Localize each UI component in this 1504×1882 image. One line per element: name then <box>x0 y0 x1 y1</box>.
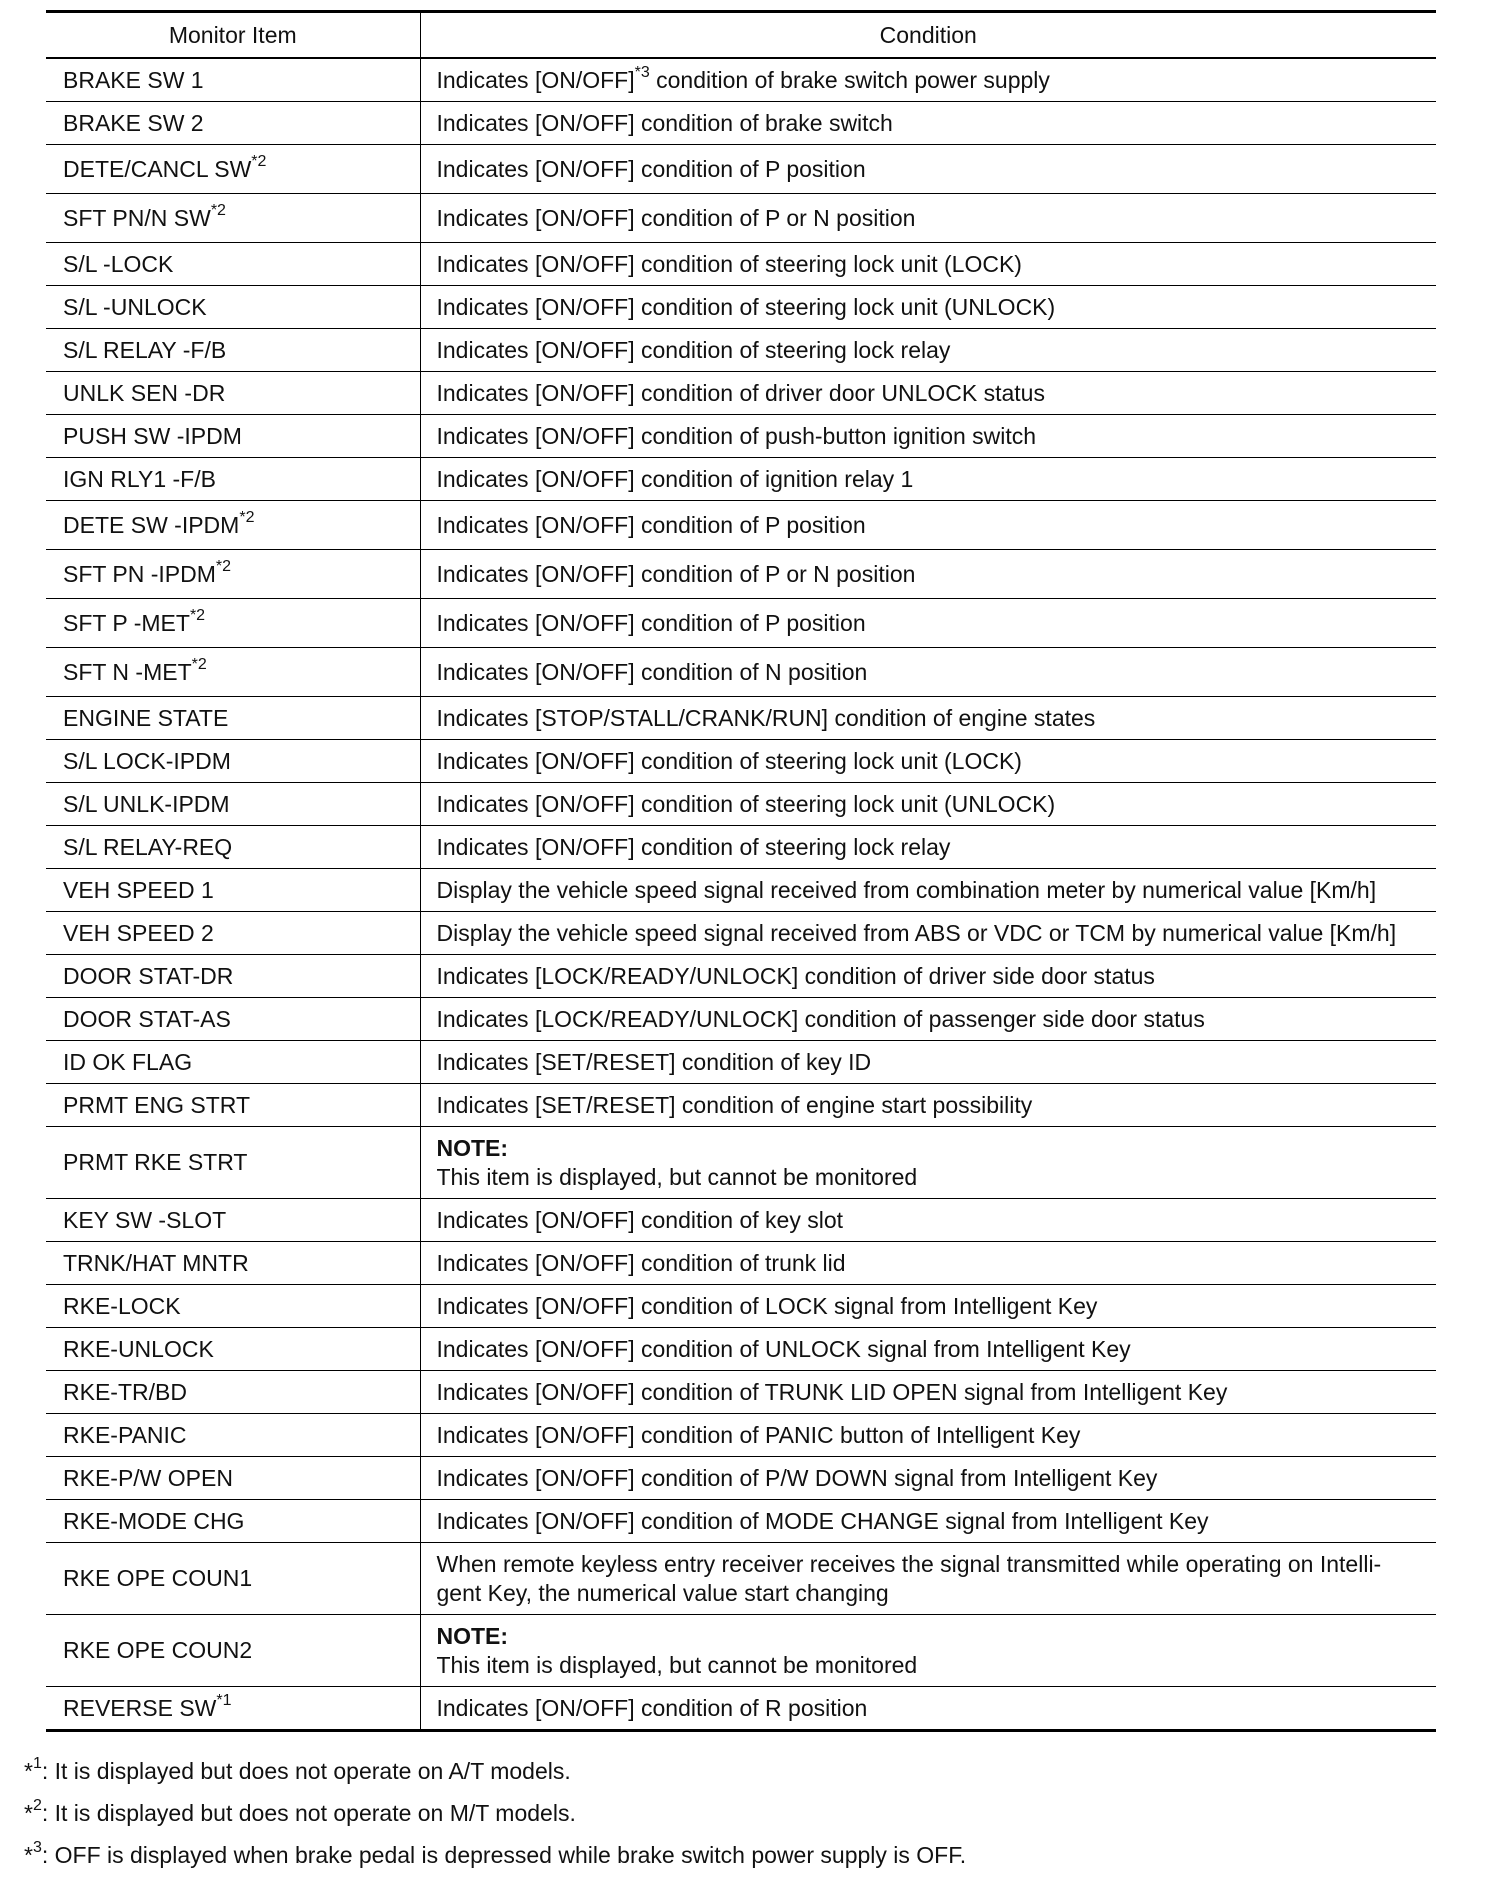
table-row <box>46 998 1436 1041</box>
monitor-item-cell <box>46 194 420 243</box>
table-row <box>46 1199 1436 1242</box>
condition-text: Indicates [SET/RESET] condition of key ID <box>436 1048 872 1075</box>
condition-text: Indicates [LOCK/READY/UNLOCK] condition of passenger side door status <box>436 1005 1205 1032</box>
condition-cell <box>420 1242 1436 1285</box>
condition-cell <box>420 1371 1436 1414</box>
monitor-item-label: RKE-LOCK <box>63 1292 181 1319</box>
monitor-item-cell <box>46 1199 420 1242</box>
monitor-item-cell <box>46 740 420 783</box>
footnote-marker: *2 <box>215 557 232 575</box>
table-row <box>46 826 1436 869</box>
footnote-marker: *2 <box>189 606 206 624</box>
condition-text: Indicates [LOCK/READY/UNLOCK] condition of driver side door status <box>436 962 1155 989</box>
monitor-item-label: SFT PN/N SW <box>63 204 211 231</box>
monitor-item-label: IGN RLY1 -F/B <box>63 465 216 492</box>
monitor-item-label: RKE-UNLOCK <box>63 1335 214 1362</box>
condition-text: Indicates [ON/OFF] condition of steering lock relay <box>436 833 951 860</box>
table-row <box>46 697 1436 740</box>
monitor-item-label: TRNK/HAT MNTR <box>63 1249 249 1276</box>
condition-cell <box>420 648 1436 697</box>
condition-cell <box>420 1285 1436 1328</box>
monitor-item-label: RKE-P/W OPEN <box>63 1464 233 1491</box>
monitor-item-cell <box>46 599 420 648</box>
condition-text: Indicates [SET/RESET] condition of engine start possibility <box>436 1091 1033 1118</box>
table-row <box>46 1543 1436 1615</box>
condition-cell <box>420 1615 1436 1687</box>
monitor-item-label: DOOR STAT-DR <box>63 962 234 989</box>
table-row <box>46 1457 1436 1500</box>
monitor-item-cell <box>46 697 420 740</box>
condition-cell <box>420 955 1436 998</box>
monitor-item-cell <box>46 955 420 998</box>
table-row <box>46 1127 1436 1199</box>
monitor-item-cell <box>46 58 420 102</box>
condition-text: Indicates [ON/OFF] condition of TRUNK LID OPEN signal from Intelligent Key <box>436 1378 1228 1405</box>
monitor-item-cell <box>46 998 420 1041</box>
table-row <box>46 1500 1436 1543</box>
monitor-item-cell <box>46 648 420 697</box>
footnote-star: * <box>24 1842 33 1868</box>
table-row <box>46 286 1436 329</box>
condition-text: Indicates [ON/OFF] condition of UNLOCK signal from Intelligent Key <box>436 1335 1131 1362</box>
footnote-marker: *2 <box>191 655 207 673</box>
monitor-item-label: SFT N -MET <box>63 658 192 685</box>
monitor-item-label: DETE/CANCL SW <box>63 155 252 182</box>
condition-cell <box>420 869 1436 912</box>
condition-text: Indicates [ON/OFF] condition of ignition relay 1 <box>436 465 914 492</box>
monitor-item-label: BRAKE SW 1 <box>63 66 204 93</box>
condition-cell <box>420 243 1436 286</box>
monitor-item-cell <box>46 1615 420 1687</box>
condition-cell <box>420 415 1436 458</box>
monitor-item-label: VEH SPEED 2 <box>63 919 214 946</box>
condition-cell <box>420 286 1436 329</box>
header-condition: Condition <box>420 12 1436 59</box>
table-row <box>46 194 1436 243</box>
table-row <box>46 145 1436 194</box>
condition-cell <box>420 1328 1436 1371</box>
table-row <box>46 1285 1436 1328</box>
monitor-item-cell <box>46 1242 420 1285</box>
condition-cell <box>420 1687 1436 1731</box>
table-row <box>46 58 1436 102</box>
condition-text: Indicates [ON/OFF] condition of steering lock unit (LOCK) <box>436 747 1022 774</box>
condition-text: Indicates [ON/OFF] condition of key slot <box>436 1206 843 1233</box>
footnote-number: 1 <box>32 1755 42 1773</box>
monitor-item-cell <box>46 550 420 599</box>
condition-cell <box>420 599 1436 648</box>
monitor-item-cell <box>46 1371 420 1414</box>
monitor-item-cell <box>46 243 420 286</box>
table-header-row <box>46 12 1436 59</box>
monitor-item-label: RKE OPE COUN2 <box>63 1637 253 1663</box>
monitor-item-label: S/L -UNLOCK <box>63 293 207 320</box>
monitor-item-label: KEY SW -SLOT <box>63 1206 227 1233</box>
condition-text: Display the vehicle speed signal received from ABS or VDC or TCM by numerical value [Km/h] <box>436 919 1397 946</box>
table-row <box>46 1371 1436 1414</box>
condition-text: Indicates [ON/OFF] condition of P/W DOWN signal from Intelligent Key <box>436 1464 1158 1491</box>
monitor-item-cell <box>46 1285 420 1328</box>
monitor-item-cell <box>46 783 420 826</box>
condition-cell <box>420 1457 1436 1500</box>
monitor-item-cell <box>46 1328 420 1371</box>
monitor-item-label: UNLK SEN -DR <box>63 379 226 406</box>
footnote <box>24 1834 1424 1876</box>
condition-text: Indicates [ON/OFF] condition of R position <box>436 1694 868 1721</box>
condition-cell <box>420 998 1436 1041</box>
condition-text: Display the vehicle speed signal received from combination meter by numerical value [Km/h] <box>436 876 1377 903</box>
table-row <box>46 102 1436 145</box>
table-row <box>46 550 1436 599</box>
table-row <box>46 415 1436 458</box>
condition-cell <box>420 1199 1436 1242</box>
condition-cell <box>420 550 1436 599</box>
monitor-item-label: RKE-PANIC <box>63 1421 187 1448</box>
footnote-marker: *2 <box>251 152 267 170</box>
table-row <box>46 648 1436 697</box>
footnote-star: * <box>24 1800 33 1826</box>
footnote <box>24 1792 1424 1834</box>
footnote-number: 3 <box>32 1839 42 1857</box>
monitor-item-label: PRMT ENG STRT <box>63 1091 250 1118</box>
monitor-item-label: DOOR STAT-AS <box>63 1005 231 1032</box>
monitor-item-cell <box>46 1500 420 1543</box>
table-row <box>46 599 1436 648</box>
monitor-item-label: S/L -LOCK <box>63 250 174 277</box>
table-row <box>46 329 1436 372</box>
footnote-star: * <box>24 1758 33 1784</box>
monitor-item-cell <box>46 1543 420 1615</box>
table-row <box>46 912 1436 955</box>
monitor-item-cell <box>46 1414 420 1457</box>
monitor-item-label: PRMT RKE STRT <box>63 1149 248 1175</box>
condition-text: Indicates [ON/OFF] condition of PANIC button of Intelligent Key <box>436 1421 1081 1448</box>
monitor-item-label: S/L RELAY-REQ <box>63 833 233 860</box>
condition-text: Indicates [ON/OFF] <box>436 66 635 93</box>
condition-text: When remote keyless entry receiver receives the signal transmitted while operating on Intelli- gent Key, the numerical value start changing <box>436 1550 1382 1606</box>
condition-cell <box>420 1543 1436 1615</box>
condition-cell <box>420 58 1436 102</box>
condition-text: Indicates [ON/OFF] condition of LOCK signal from Intelligent Key <box>436 1292 1098 1319</box>
monitor-item-label: RKE-TR/BD <box>63 1378 187 1405</box>
condition-cell <box>420 1500 1436 1543</box>
note-label: NOTE: <box>436 1622 509 1649</box>
footnote-text: : It is displayed but does not operate on M/T models. <box>41 1800 576 1826</box>
footnote-marker: *2 <box>210 201 226 219</box>
monitor-item-cell <box>46 912 420 955</box>
condition-cell <box>420 1414 1436 1457</box>
table-body <box>46 58 1436 1731</box>
table-row <box>46 372 1436 415</box>
monitor-item-cell <box>46 1127 420 1199</box>
monitor-item-label: PUSH SW -IPDM <box>63 422 242 449</box>
condition-text: Indicates [ON/OFF] condition of driver door UNLOCK status <box>436 379 1045 406</box>
monitor-item-label: BRAKE SW 2 <box>63 109 204 136</box>
monitor-item-label: S/L UNLK-IPDM <box>63 790 230 817</box>
condition-cell <box>420 1084 1436 1127</box>
monitor-item-cell <box>46 415 420 458</box>
table-row <box>46 243 1436 286</box>
condition-text: This item is displayed, but cannot be monitored <box>436 1163 918 1190</box>
monitor-item-cell <box>46 329 420 372</box>
condition-text: Indicates [ON/OFF] condition of P or N position <box>436 204 916 231</box>
condition-text: This item is displayed, but cannot be monitored <box>436 1651 918 1678</box>
table-row <box>46 1615 1436 1687</box>
monitor-item-cell <box>46 1457 420 1500</box>
condition-cell <box>420 329 1436 372</box>
footnote-text: : It is displayed but does not operate on A/T models. <box>41 1758 571 1784</box>
condition-text: Indicates [ON/OFF] condition of trunk lid <box>436 1249 846 1276</box>
table-row <box>46 869 1436 912</box>
condition-text: Indicates [ON/OFF] condition of MODE CHANGE signal from Intelligent Key <box>436 1507 1209 1534</box>
monitor-item-label: RKE OPE COUN1 <box>63 1565 253 1591</box>
condition-cell <box>420 102 1436 145</box>
footnote-marker: *1 <box>216 1691 232 1709</box>
condition-text: Indicates [ON/OFF] condition of N position <box>436 658 868 685</box>
monitor-item-cell <box>46 102 420 145</box>
footnote-number: 2 <box>32 1797 42 1815</box>
footnotes <box>24 1750 1424 1876</box>
monitor-item-label: ENGINE STATE <box>63 704 229 731</box>
condition-cell <box>420 501 1436 550</box>
condition-cell <box>420 740 1436 783</box>
table-row <box>46 1328 1436 1371</box>
footnote-marker: *3 <box>634 63 650 81</box>
condition-cell <box>420 826 1436 869</box>
condition-text: condition of brake switch power supply <box>649 66 1050 93</box>
table-row <box>46 458 1436 501</box>
condition-cell <box>420 194 1436 243</box>
monitor-item-cell <box>46 1084 420 1127</box>
monitor-item-cell <box>46 372 420 415</box>
monitor-table <box>46 10 1436 1732</box>
condition-text: Indicates [ON/OFF] condition of steering lock unit (UNLOCK) <box>436 293 1056 320</box>
monitor-item-cell <box>46 286 420 329</box>
table-row <box>46 1687 1436 1731</box>
table-row <box>46 501 1436 550</box>
footnote-marker: *2 <box>239 508 255 526</box>
monitor-item-label: VEH SPEED 1 <box>63 876 214 903</box>
monitor-item-cell <box>46 826 420 869</box>
condition-text: Indicates [ON/OFF] condition of push-button ignition switch <box>436 422 1037 449</box>
table-row <box>46 740 1436 783</box>
monitor-item-cell <box>46 1041 420 1084</box>
table-row <box>46 1041 1436 1084</box>
monitor-item-label: RKE-MODE CHG <box>63 1507 245 1534</box>
monitor-item-cell <box>46 869 420 912</box>
condition-text: Indicates [STOP/STALL/CRANK/RUN] condition of engine states <box>436 704 1096 731</box>
condition-text: Indicates [ON/OFF] condition of P position <box>436 155 866 182</box>
condition-cell <box>420 1127 1436 1199</box>
header-monitor-item: Monitor Item <box>46 12 420 59</box>
table-row <box>46 1242 1436 1285</box>
table-row <box>46 955 1436 998</box>
condition-text: Indicates [ON/OFF] condition of steering lock unit (UNLOCK) <box>436 790 1056 817</box>
monitor-item-label: DETE SW -IPDM <box>63 511 240 538</box>
note-label: NOTE: <box>436 1134 509 1161</box>
condition-text: Indicates [ON/OFF] condition of P position <box>436 511 866 538</box>
condition-cell <box>420 145 1436 194</box>
condition-text: Indicates [ON/OFF] condition of steering lock unit (LOCK) <box>436 250 1022 277</box>
condition-text: Indicates [ON/OFF] condition of steering lock relay <box>436 336 951 363</box>
condition-cell <box>420 372 1436 415</box>
monitor-item-label: REVERSE SW <box>63 1694 217 1721</box>
condition-text: Indicates [ON/OFF] condition of P or N position <box>436 560 916 587</box>
condition-text: Indicates [ON/OFF] condition of brake switch <box>436 109 893 136</box>
condition-text: Indicates [ON/OFF] condition of P position <box>436 609 866 636</box>
condition-cell <box>420 912 1436 955</box>
monitor-item-label: S/L RELAY -F/B <box>63 336 227 363</box>
monitor-item-label: SFT PN -IPDM <box>63 560 216 587</box>
monitor-item-cell <box>46 501 420 550</box>
condition-cell <box>420 1041 1436 1084</box>
monitor-item-cell <box>46 458 420 501</box>
condition-cell <box>420 697 1436 740</box>
condition-cell <box>420 783 1436 826</box>
monitor-item-cell <box>46 145 420 194</box>
monitor-item-label: S/L LOCK-IPDM <box>63 747 231 774</box>
monitor-item-label: SFT P -MET <box>63 609 190 636</box>
table-row <box>46 1084 1436 1127</box>
table-row <box>46 783 1436 826</box>
footnote <box>24 1750 1424 1792</box>
monitor-item-cell <box>46 1687 420 1731</box>
footnote-text: : OFF is displayed when brake pedal is depressed while brake switch power supply is OFF. <box>41 1842 967 1868</box>
table-row <box>46 1414 1436 1457</box>
monitor-table-sheet <box>46 10 1436 1732</box>
monitor-item-label: ID OK FLAG <box>63 1048 193 1075</box>
condition-cell <box>420 458 1436 501</box>
